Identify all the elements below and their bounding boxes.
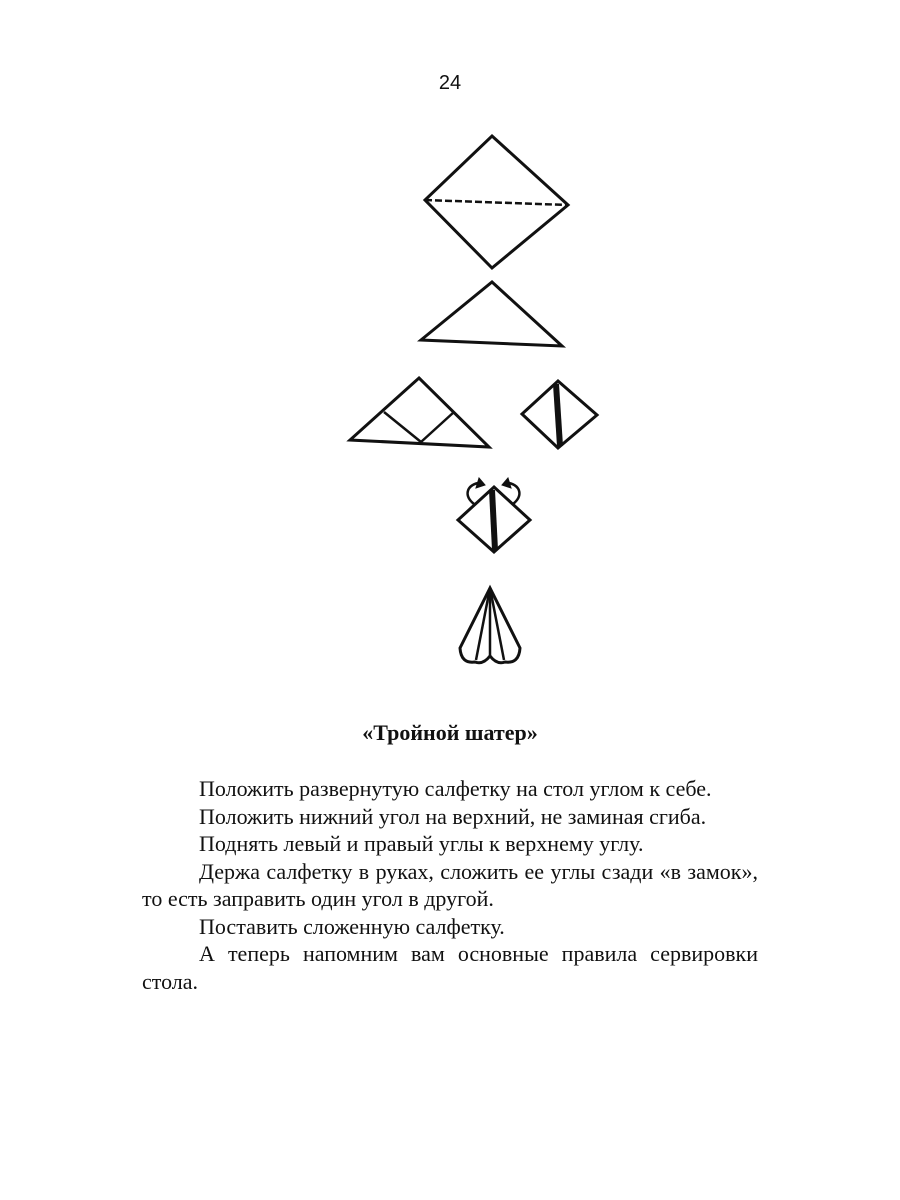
instruction-paragraph: Держа салфетку в руках, сложить ее углы сзади «в замок», то есть заправить один угол в другой.: [142, 858, 758, 911]
section-title: «Тройной шатер»: [362, 720, 538, 745]
body-text: [142, 775, 758, 995]
instruction-paragraph: Положить нижний угол на верхний, не заминая сгиба.: [199, 803, 707, 829]
instruction-paragraph: А теперь напомним вам основные правила сервировки стола.: [142, 941, 758, 994]
page-number: 24: [438, 72, 462, 94]
square-napkin-diagonal-fold: [425, 136, 568, 268]
instruction-paragraph: Поставить сложенную салфетку.: [199, 913, 505, 939]
triangle-corners-raised: [350, 378, 489, 447]
finished-triple-tent: [460, 588, 520, 663]
small-diamond-with-fold: [522, 381, 597, 448]
instruction-paragraph: Положить развернутую салфетку на стол углом к себе.: [199, 776, 712, 801]
folded-triangle: [421, 282, 562, 346]
instruction-paragraph: Поднять левый и правый углы к верхнему углу.: [199, 831, 644, 856]
diamond-with-back-fold-arrows: [458, 478, 530, 552]
